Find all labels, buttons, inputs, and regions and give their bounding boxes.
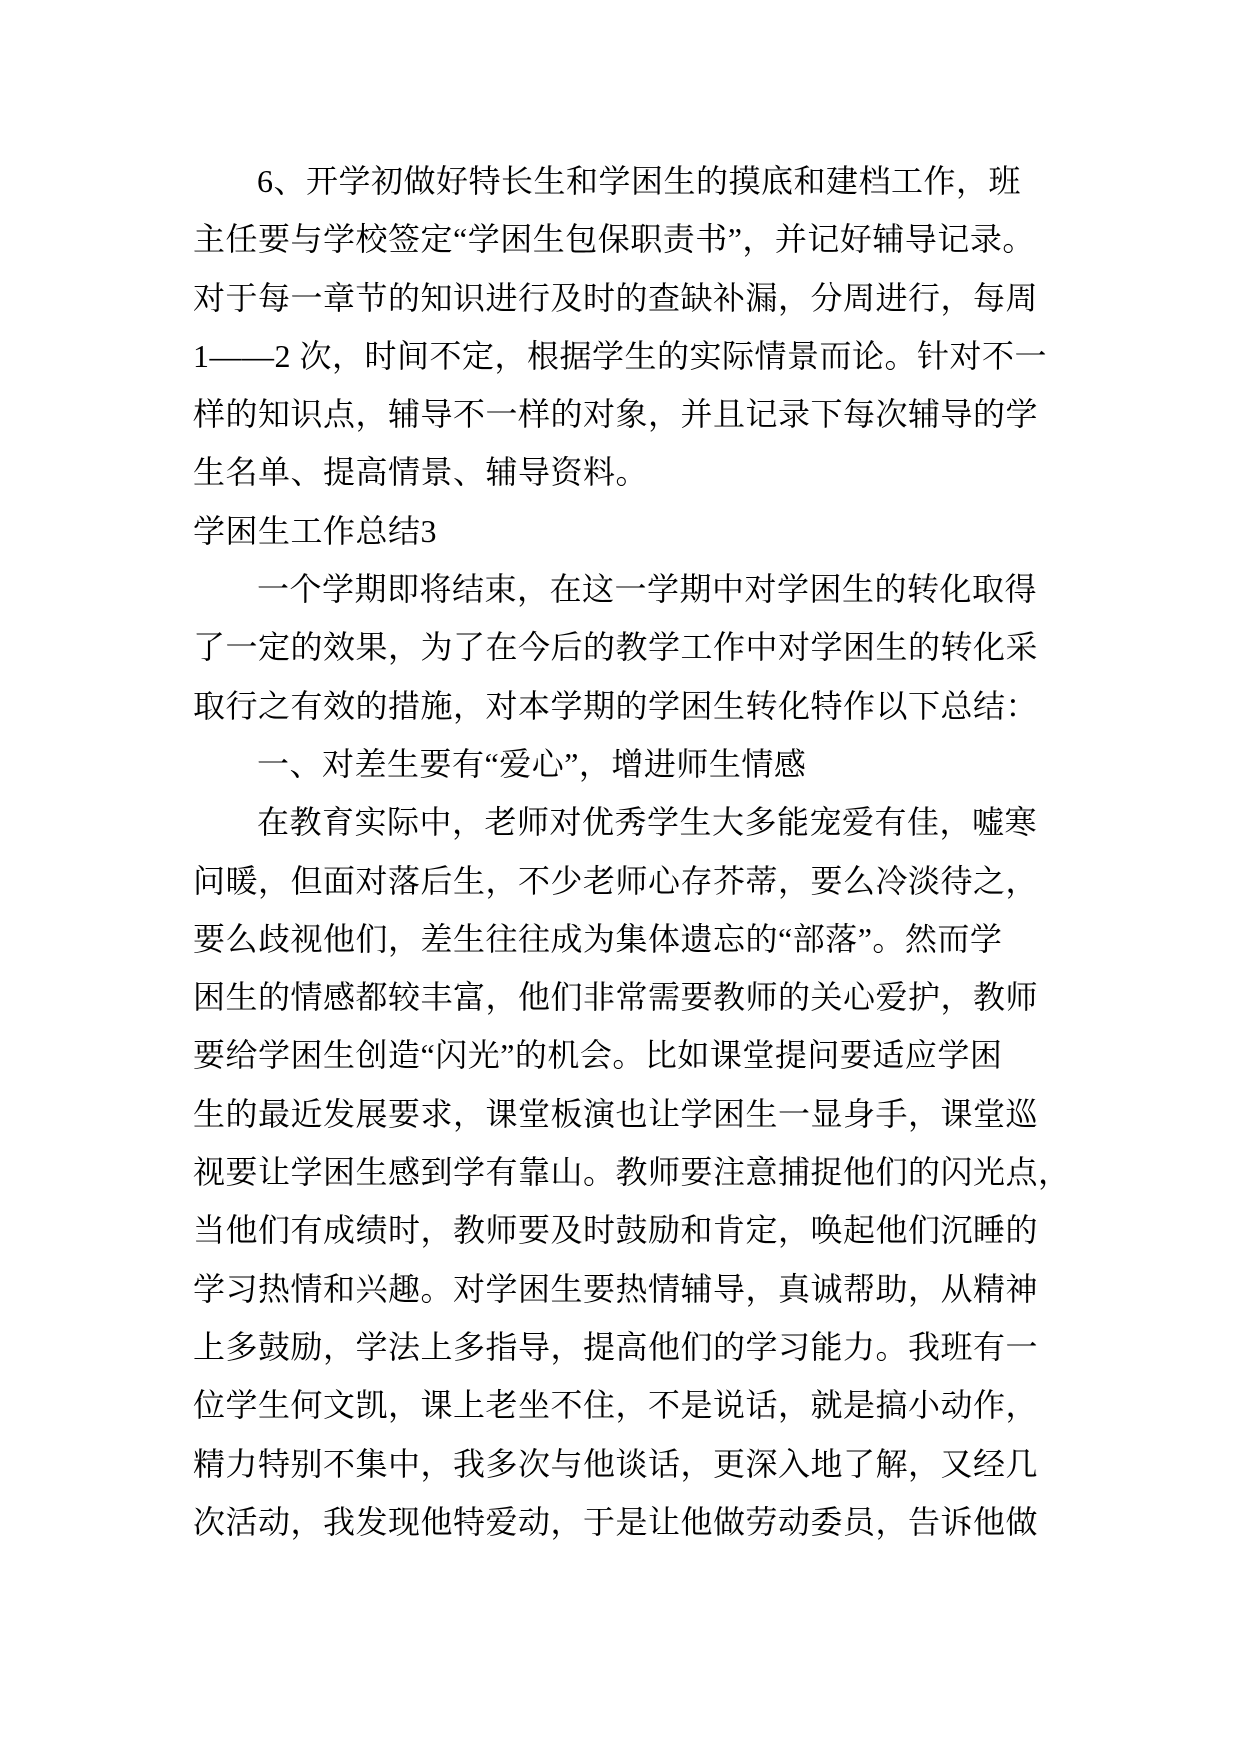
text-line: 生的最近发展要求，课堂板演也让学困生一显身手，课堂巡: [193, 1095, 1039, 1132]
text-line: 取行之有效的措施，对本学期的学困生转化特作以下总结：: [193, 687, 1039, 724]
section-heading: 学困生工作总结3: [193, 512, 438, 549]
text-line: 视要让学困生感到学有靠山。教师要注意捕捉他们的闪光点，: [193, 1154, 1071, 1191]
text-line: 要么歧视他们，差生往往成为集体遗忘的“部落”。然而学: [193, 920, 1003, 957]
text-line: 对于每一章节的知识进行及时的查缺补漏，分周进行，每周: [193, 279, 1039, 316]
text-line: 问暖，但面对落后生，不少老师心存芥蒂，要么冷淡待之，: [193, 862, 1039, 899]
text-line: 当他们有成绩时，教师要及时鼓励和肯定，唤起他们沉睡的: [193, 1212, 1039, 1249]
document-body: [193, 152, 1071, 1551]
text-line: 困生的情感都较丰富，他们非常需要教师的关心爱护，教师: [193, 979, 1039, 1016]
text-line: 位学生何文凯，课上老坐不住，不是说话，就是搞小动作，: [193, 1387, 1039, 1424]
text-line: 6、开学初做好特长生和学困生的摸底和建档工作，班: [257, 163, 1022, 199]
subsection-heading: 一、对差生要有“爱心”，增进师生情感: [257, 745, 807, 782]
text-line: 精力特别不集中，我多次与他谈话，更深入地了解，又经几: [193, 1445, 1039, 1482]
text-line: 主任要与学校签定“学困生包保职责书”，并记好辅导记录。: [193, 221, 1035, 258]
text-line: 要给学困生创造“闪光”的机会。比如课堂提问要适应学困: [193, 1037, 1003, 1074]
text-line: 一个学期即将结束，在这一学期中对学困生的转化取得: [257, 571, 1038, 608]
text-line: 1——2 次，时间不定，根据学生的实际情景而论。针对不一: [193, 337, 1048, 374]
text-line: 了一定的效果，为了在今后的教学工作中对学困生的转化采: [193, 629, 1039, 666]
text-line: 次活动，我发现他特爱动，于是让他做劳动委员，告诉他做: [193, 1503, 1039, 1540]
text-line: 上多鼓励，学法上多指导，提高他们的学习能力。我班有一: [193, 1328, 1039, 1365]
text-line: 学习热情和兴趣。对学困生要热情辅导，真诚帮助，从精神: [193, 1270, 1039, 1307]
text-line: 生名单、提高情景、辅导资料。: [193, 454, 649, 491]
text-line: 在教育实际中，老师对优秀学生大多能宠爱有佳，嘘寒: [257, 804, 1038, 841]
text-line: 样的知识点，辅导不一样的对象，并且记录下每次辅导的学: [193, 396, 1039, 433]
